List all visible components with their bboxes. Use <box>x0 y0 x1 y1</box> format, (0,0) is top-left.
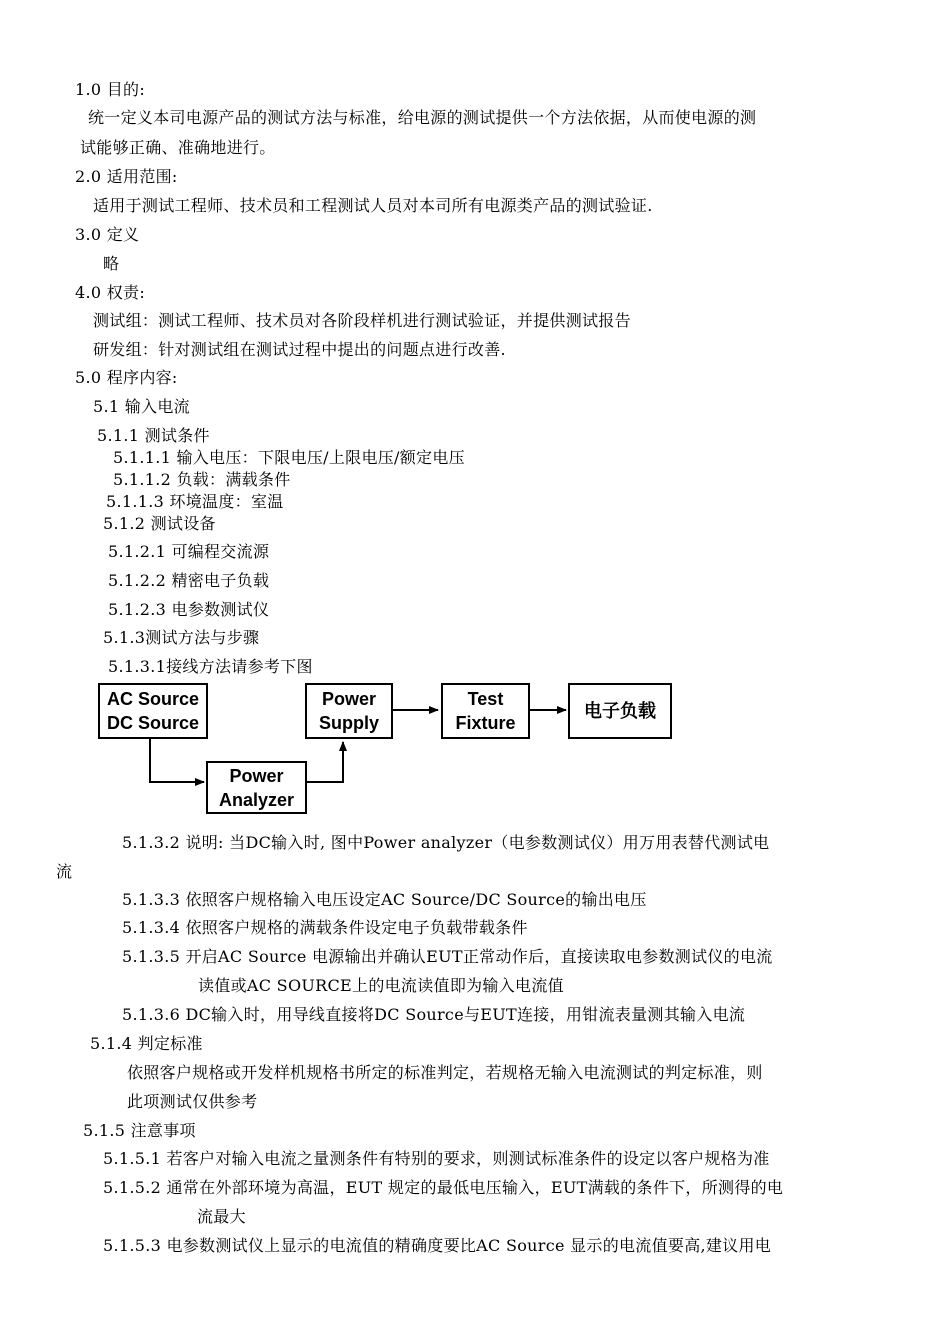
paragraph-line: 试能够正确、准确地进行。 <box>80 138 276 157</box>
list-item: 5.1.2.1 可编程交流源 <box>108 542 270 561</box>
list-item: 5.1.1.1 输入电压：下限电压/上限电压/额定电压 <box>113 448 465 467</box>
list-item: 5.1.2.2 精密电子负载 <box>108 571 270 590</box>
paragraph-line: 此项测试仅供参考 <box>127 1092 258 1111</box>
list-item: 5.1.5.2 通常在外部环境为高温，EUT 规定的最低电压输入，EUT满载的条件下，所测得的电 <box>103 1178 784 1197</box>
ac-dc-source-box <box>98 683 208 739</box>
list-item: 5.1.3.3 依照客户规格输入电压设定AC Source/DC Source的输出电压 <box>122 890 647 909</box>
heading-procedure: 5.0 程序内容: <box>75 368 178 387</box>
list-item: 5.1.5.1 若客户对输入电流之量测条件有特别的要求，则测试标准条件的设定以客户规格为准 <box>103 1149 770 1168</box>
list-item: 5.1.1.2 负载：满载条件 <box>113 470 291 489</box>
heading-definition: 3.0 定义 <box>75 225 140 244</box>
section-heading: 5.1.2 测试设备 <box>103 514 216 533</box>
list-item: 5.1.3.4 依照客户规格的满载条件设定电子负载带载条件 <box>122 918 528 937</box>
power-supply-label: Power Supply <box>318 689 379 733</box>
power-analyzer-label: Power Analyzer <box>218 765 295 810</box>
list-item: 5.1.3.5 开启AC Source 电源输出并确认EUT正常动作后，直接读取电参数测试仪的电流 <box>122 947 773 966</box>
section-heading: 5.1.1 测试条件 <box>97 426 210 445</box>
paragraph-line: 流最大 <box>197 1207 246 1226</box>
section-heading: 5.1.5 注意事项 <box>83 1121 196 1140</box>
paragraph-line: 适用于测试工程师、技术员和工程测试人员对本司所有电源类产品的测试验证. <box>93 196 653 215</box>
paragraph-line: 依照客户规格或开发样机规格书所定的标准判定，若规格无输入电流测试的判定标准，则 <box>127 1063 763 1082</box>
test-fixture-label: Test Fixture <box>455 689 516 733</box>
list-item: 5.1.2.3 电参数测试仪 <box>108 600 270 619</box>
heading-responsibility: 4.0 权责: <box>75 283 146 302</box>
arrow-source-to-analyzer <box>150 738 204 782</box>
electronic-load-box <box>568 683 672 739</box>
paragraph-line: 统一定义本司电源产品的测试方法与标准，给电源的测试提供一个方法依据，从而使电源的测 <box>88 108 757 127</box>
section-heading: 5.1.3测试方法与步骤 <box>103 628 260 647</box>
paragraph-line: 测试组：测试工程师、技术员对各阶段样机进行测试验证，并提供测试报告 <box>93 311 631 330</box>
heading-purpose: 1.0 目的: <box>75 80 146 99</box>
section-heading: 5.1 输入电流 <box>93 397 190 416</box>
electronic-load-label: 电子负载 <box>584 701 656 721</box>
list-item: 5.1.5.3 电参数测试仪上显示的电流值的精确度要比AC Source 显示的电流值要高,建议用电 <box>103 1236 772 1255</box>
list-item: 5.1.3.6 DC输入时，用导线直接将DC Source与EUT连接，用钳流表量测其输入电流 <box>122 1005 746 1024</box>
section-heading: 5.1.4 判定标准 <box>90 1034 203 1053</box>
test-fixture-box <box>441 683 530 739</box>
paragraph-line: 研发组：针对测试组在测试过程中提出的问题点进行改善. <box>93 340 506 359</box>
list-item: 5.1.3.1接线方法请参考下图 <box>108 657 313 676</box>
heading-scope: 2.0 适用范围: <box>75 167 178 186</box>
power-analyzer-box <box>206 761 307 814</box>
arrow-analyzer-to-supply <box>307 742 343 782</box>
paragraph-line: 读值或AC SOURCE上的电流读值即为输入电流值 <box>198 976 564 995</box>
power-supply-box <box>305 683 393 739</box>
list-item: 5.1.1.3 环境温度：室温 <box>106 492 284 511</box>
paragraph-line: 略 <box>103 254 120 273</box>
ac-dc-source-label: AC Source DC Source <box>106 689 200 733</box>
list-item: 5.1.3.2 说明: 当DC输入时, 图中Power analyzer（电参数测试仪）用万用表替代测试电 <box>122 833 770 852</box>
paragraph-line: 流 <box>56 862 73 881</box>
